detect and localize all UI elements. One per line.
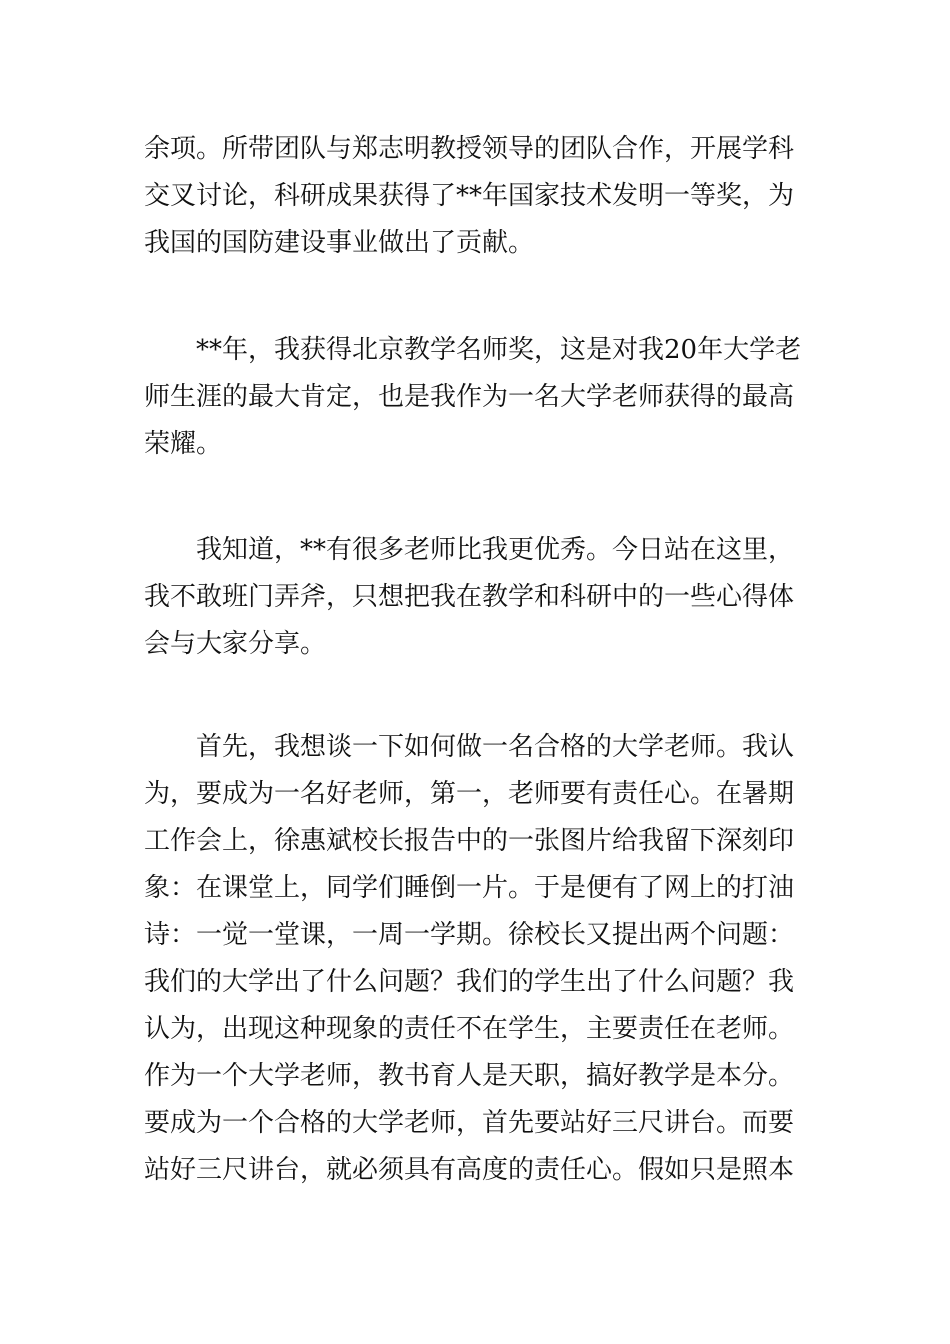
paragraph-line: 我不敢班门弄斧，只想把我在教学和科研中的一些心得体 <box>144 582 795 612</box>
paragraph-line: 作为一个大学老师，教书育人是天职，搞好教学是本分。 <box>144 1061 795 1091</box>
paragraph-line: 要成为一个合格的大学老师，首先要站好三尺讲台。而要 <box>144 1108 795 1138</box>
paragraph-line: **年，我获得北京教学名师奖，这是对我20年大学老 <box>196 335 802 365</box>
paragraph-line: 会与大家分享。 <box>144 629 327 659</box>
paragraph-line: 我国的国防建设事业做出了贡献。 <box>144 228 535 258</box>
paragraph-line: 象：在课堂上，同学们睡倒一片。于是便有了网上的打油 <box>144 873 795 903</box>
paragraph-2 <box>144 327 809 468</box>
paragraph-line: 余项。所带团队与郑志明教授领导的团队合作，开展学科 <box>144 134 795 164</box>
paragraph-line: 我知道，**有很多老师比我更优秀。今日站在这里， <box>196 535 795 565</box>
paragraph-line: 师生涯的最大肯定，也是我作为一名大学老师获得的最高 <box>144 382 795 412</box>
paragraph-line: 我们的大学出了什么问题？我们的学生出了什么问题？我 <box>144 967 795 997</box>
paragraph-4 <box>144 724 809 1194</box>
paragraph-line: 为，要成为一名好老师，第一，老师要有责任心。在暑期 <box>144 779 795 809</box>
paragraph-line: 认为，出现这种现象的责任不在学生，主要责任在老师。 <box>144 1014 795 1044</box>
paragraph-line: 工作会上，徐惠斌校长报告中的一张图片给我留下深刻印 <box>144 826 795 856</box>
paragraph-3 <box>144 527 809 668</box>
paragraph-line: 交叉讨论，科研成果获得了**年国家技术发明一等奖，为 <box>144 181 795 211</box>
paragraph-line: 站好三尺讲台，就必须具有高度的责任心。假如只是照本 <box>144 1155 795 1185</box>
paragraph-line: 诗：一觉一堂课，一周一学期。徐校长又提出两个问题： <box>144 920 795 950</box>
paragraph-1 <box>144 126 809 267</box>
paragraph-line: 首先，我想谈一下如何做一名合格的大学老师。我认 <box>196 732 795 762</box>
paragraph-line: 荣耀。 <box>144 429 223 459</box>
